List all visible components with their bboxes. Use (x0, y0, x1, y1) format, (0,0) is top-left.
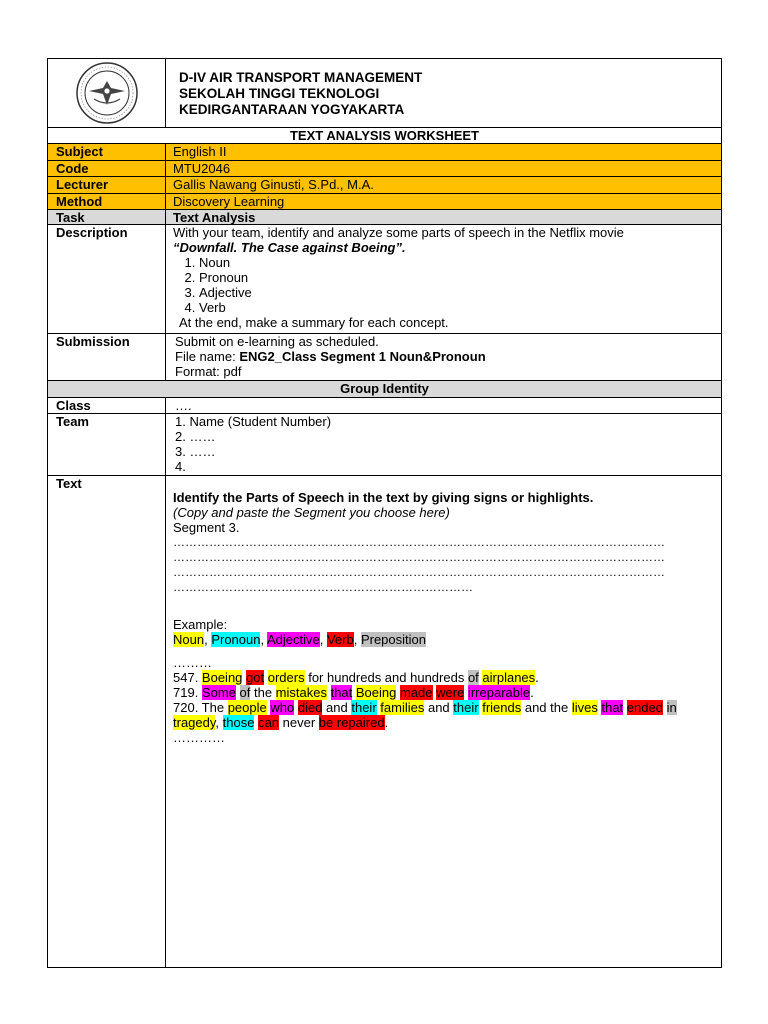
highlight-legend: Noun, Pronoun, Adjective, Verb, Preposition (173, 632, 426, 647)
dotted-line: …………………………………………………………………………………………………………… (173, 550, 665, 564)
worksheet-table (47, 58, 722, 968)
ellipsis: ……… (173, 655, 212, 670)
method-row (48, 194, 721, 211)
lecturer-value: Gallis Nawang Ginusti, S.Pd., M.A. (173, 177, 374, 192)
group-identity-heading: Group Identity (48, 381, 721, 398)
file-name-line (175, 349, 714, 364)
description-outro: At the end, make a summary for each concept. (179, 315, 449, 330)
description-row (48, 225, 721, 334)
team-member: 3. …… (175, 444, 216, 459)
submission-value (166, 334, 721, 380)
dotted-line: …………………………………………………………………………………………………………… (173, 565, 665, 579)
team-member: 1. Name (Student Number) (175, 414, 332, 429)
class-value: …. (175, 398, 192, 413)
subject-label: Subject (48, 144, 166, 160)
subject-row (48, 144, 721, 161)
text-instruction: Identify the Parts of Speech in the text by giving signs or highlights. (173, 490, 594, 505)
program-name: D-IV AIR TRANSPORT MANAGEMENT (179, 70, 423, 85)
class-label: Class (48, 398, 166, 413)
text-value (166, 476, 721, 967)
legend-verb: Verb (326, 632, 354, 647)
sentence-720: 720. The people who died and their families and their friends and the lives that ended in tragedy, those can never be repaired. (173, 700, 677, 730)
task-value: Text Analysis (173, 210, 256, 225)
legend-adjective: Adjective (266, 632, 320, 647)
description-label: Description (48, 225, 166, 333)
code-value: MTU2046 (173, 160, 231, 176)
dotted-line: …………………………………………………………………………………………………………… (173, 535, 665, 549)
school-name-line2: KEDIRGANTARAAN YOGYAKARTA (179, 102, 405, 117)
legend-noun: Noun (173, 632, 205, 647)
example-label: Example: (173, 617, 228, 632)
logo-cell (48, 59, 166, 127)
text-label: Text (48, 476, 166, 967)
institution-name (166, 59, 721, 127)
task-row (48, 210, 721, 225)
dotted-line: ………………………………………………………………… (173, 580, 473, 594)
list-item: 3. Adjective (199, 285, 714, 300)
team-member: 4. (175, 459, 186, 474)
submission-instruction: Submit on e-learning as scheduled. (175, 334, 379, 349)
ellipsis-end: ………… (173, 730, 225, 745)
list-item: 2. Pronoun (199, 270, 714, 285)
code-row (48, 161, 721, 178)
task-label: Task (48, 210, 166, 224)
submission-label: Submission (48, 334, 166, 380)
legend-pronoun: Pronoun (211, 632, 261, 647)
header-row (48, 59, 721, 128)
school-name-line1: SEKOLAH TINGGI TEKNOLOGI (179, 86, 380, 101)
team-value (166, 414, 721, 475)
text-row (48, 476, 721, 967)
segment-label: Segment 3. (173, 520, 240, 535)
team-label: Team (48, 414, 166, 475)
list-item: 1. Noun (199, 255, 714, 270)
code-label: Code (48, 161, 166, 177)
team-member: 2. …… (175, 429, 216, 444)
team-row (48, 414, 721, 476)
description-value (166, 225, 721, 333)
institution-seal-icon (58, 61, 156, 125)
lecturer-label: Lecturer (48, 177, 166, 193)
movie-title: “Downfall. The Case against Boeing”. (173, 240, 406, 255)
file-name: ENG2_Class Segment 1 Noun&Pronoun (239, 349, 486, 364)
list-item: 4. Verb (199, 300, 714, 315)
description-intro: With your team, identify and analyze some parts of speech in the Netflix movie (173, 225, 624, 240)
parts-of-speech-list (173, 255, 714, 315)
lecturer-row (48, 177, 721, 194)
class-row (48, 398, 721, 414)
worksheet-title: TEXT ANALYSIS WORKSHEET (48, 128, 721, 144)
submission-row (48, 334, 721, 381)
file-name-prefix: File name: (175, 349, 240, 364)
method-label: Method (48, 194, 166, 210)
subject-value: English II (173, 144, 227, 159)
sentence-547: 547. Boeing got orders for hundreds and hundreds of airplanes. (173, 670, 539, 685)
format-line: Format: pdf (175, 364, 242, 379)
text-hint: (Copy and paste the Segment you choose here) (173, 505, 450, 520)
method-value: Discovery Learning (173, 193, 285, 209)
legend-preposition: Preposition (360, 632, 426, 647)
sentence-719: 719. Some of the mistakes that Boeing made were irreparable. (173, 685, 534, 700)
